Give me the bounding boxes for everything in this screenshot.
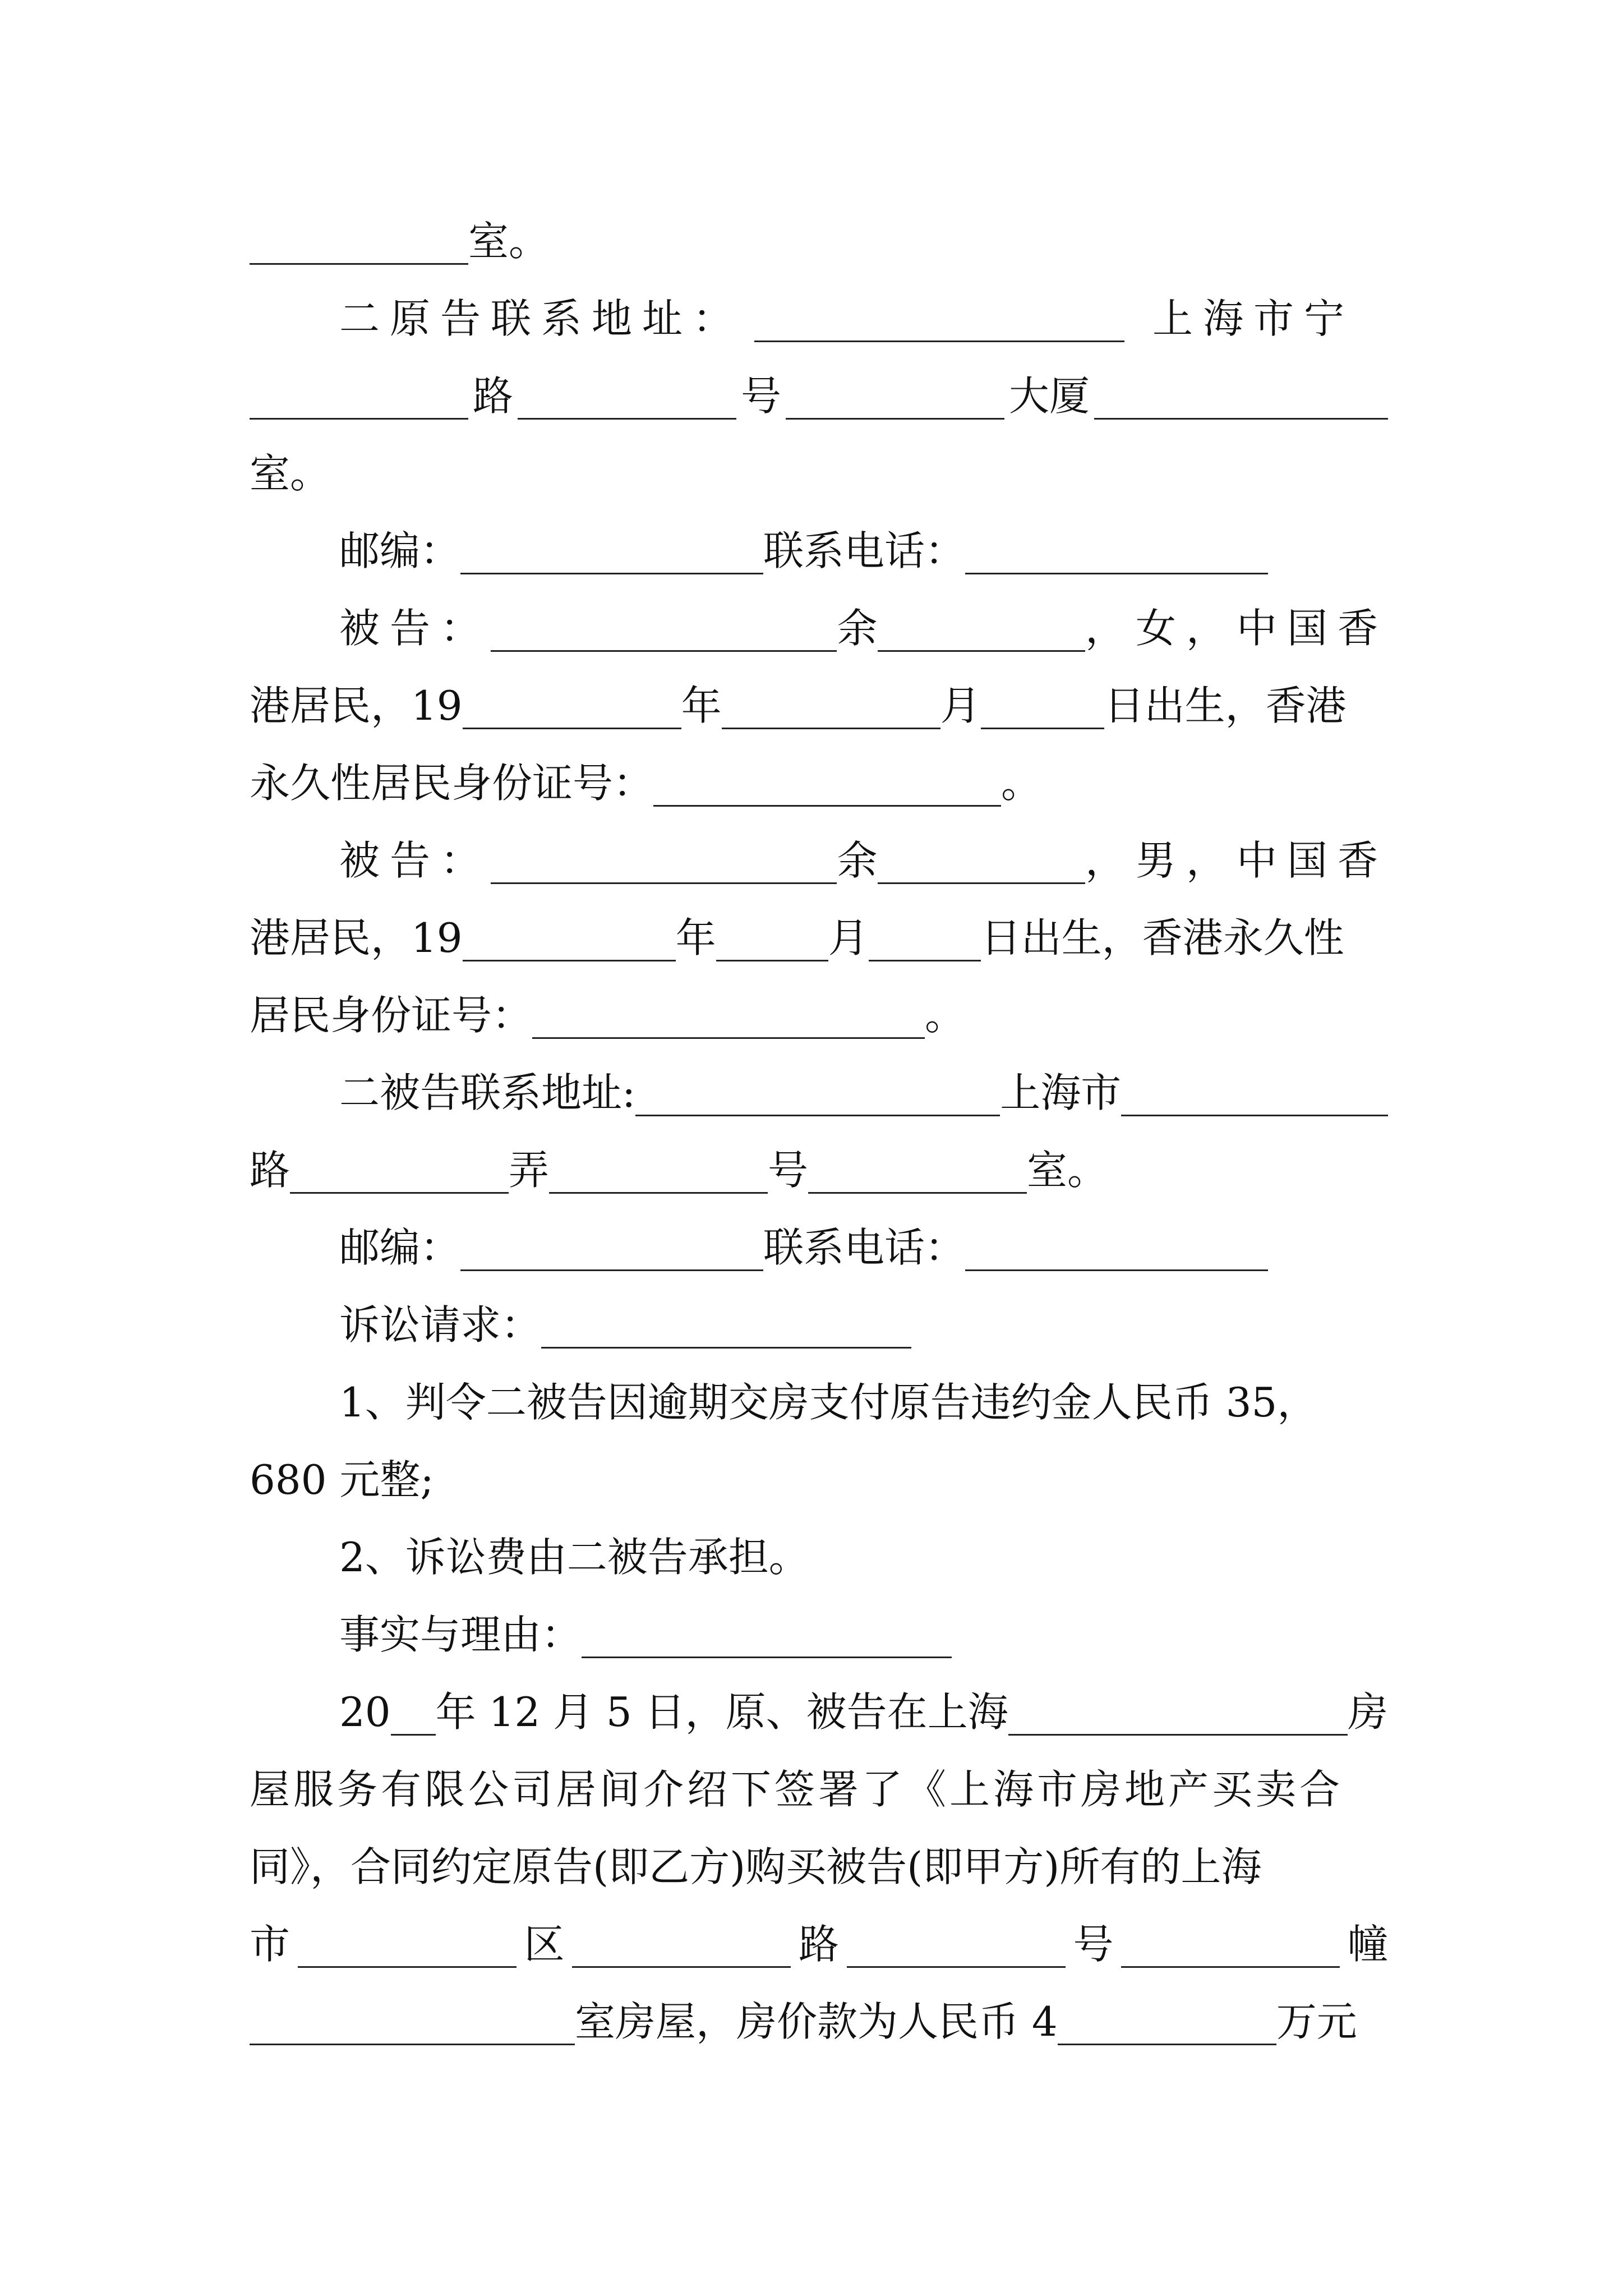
fill-blank bbox=[635, 1114, 1000, 1116]
text-segment: 。 bbox=[925, 992, 966, 1039]
fill-blank bbox=[808, 1191, 1027, 1194]
defendant-label: 被告： bbox=[339, 605, 491, 652]
text-segment: 680 元整; bbox=[250, 1456, 434, 1503]
fill-blank bbox=[463, 727, 681, 729]
id-number-label: 永久性居民身份证号： bbox=[250, 760, 654, 807]
fill-blank bbox=[549, 1191, 768, 1194]
text-segment: ，男，中国香 bbox=[1085, 837, 1388, 884]
text-segment: 市 bbox=[250, 1921, 291, 1968]
fill-blank bbox=[460, 572, 763, 574]
text-segment: 余 bbox=[837, 605, 878, 652]
text-line bbox=[250, 887, 1388, 966]
text-segment: 。 bbox=[1001, 760, 1042, 807]
text-segment: 月 bbox=[940, 682, 981, 729]
text-line bbox=[250, 1662, 1388, 1740]
fill-blank bbox=[878, 650, 1085, 652]
fill-blank bbox=[965, 572, 1268, 574]
fill-blank bbox=[250, 2043, 575, 2045]
text-segment: 室房屋，房价款为人民币 4 bbox=[575, 1998, 1058, 2045]
phone-label: 联系电话： bbox=[763, 527, 966, 574]
fill-blank bbox=[298, 1966, 517, 1968]
fill-blank bbox=[518, 417, 736, 420]
fill-blank bbox=[869, 959, 981, 961]
text-line bbox=[250, 1197, 1388, 1276]
text-segment: 余 bbox=[837, 837, 878, 884]
fill-blank bbox=[965, 1269, 1268, 1271]
phone-label: 联系电话： bbox=[763, 1224, 966, 1271]
text-segment: 路 bbox=[250, 1147, 291, 1194]
text-segment: 室。 bbox=[1027, 1147, 1108, 1194]
fill-blank bbox=[1121, 1966, 1340, 1968]
fill-blank bbox=[1121, 1114, 1388, 1116]
text-segment: 路 bbox=[473, 372, 514, 420]
text-segment: 路 bbox=[798, 1921, 839, 1968]
fill-blank bbox=[532, 1037, 925, 1039]
fill-blank bbox=[878, 882, 1085, 884]
fill-blank bbox=[722, 727, 940, 729]
fill-blank bbox=[1094, 417, 1388, 420]
text-line bbox=[250, 423, 1388, 501]
text-segment: 幢 bbox=[1347, 1921, 1388, 1968]
text-line bbox=[250, 965, 1388, 1043]
text-segment: 号 bbox=[1073, 1921, 1114, 1968]
fill-blank bbox=[250, 417, 468, 420]
text-line bbox=[250, 1739, 1388, 1818]
fill-blank bbox=[582, 1656, 952, 1658]
defendant-label: 被告： bbox=[339, 837, 491, 884]
text-segment: 年 12 月 5 日，原、被告在上海 bbox=[435, 1688, 1008, 1736]
text-segment: 弄 bbox=[509, 1147, 550, 1194]
fill-blank bbox=[463, 959, 676, 961]
text-segment: 20 bbox=[339, 1688, 391, 1736]
claim-item-1: 1、判令二被告因逾期交房支付原告违约金人民币 35， bbox=[339, 1379, 1318, 1426]
text-segment: 上海市 bbox=[1000, 1069, 1122, 1116]
text-segment: 日出生，香港永久性 bbox=[980, 914, 1344, 961]
fill-blank bbox=[786, 417, 1004, 420]
text-line bbox=[250, 1429, 1388, 1508]
text-segment: 室。 bbox=[250, 450, 331, 497]
postcode-label: 邮编： bbox=[339, 1224, 461, 1271]
text-segment: ，女，中国香 bbox=[1085, 605, 1388, 652]
claims-heading: 诉讼请求： bbox=[339, 1301, 542, 1349]
plaintiff-address-label: 二原告联系地址： bbox=[339, 295, 744, 342]
text-line bbox=[250, 578, 1388, 656]
claim-item-2: 2、诉讼费由二被告承担。 bbox=[339, 1534, 809, 1581]
fill-blank bbox=[491, 650, 837, 652]
text-segment: 屋服务有限公司居间介绍下签署了《上海市房地产买卖合 bbox=[250, 1766, 1344, 1813]
text-segment: 同》，合同约定原告(即乙方)购买被告(即甲方)所有的上海 bbox=[250, 1843, 1262, 1890]
text-segment: 年 bbox=[675, 914, 716, 961]
text-segment: 万元 bbox=[1276, 1998, 1357, 2045]
text-line bbox=[250, 500, 1388, 579]
text-line bbox=[250, 1352, 1388, 1430]
text-segment: 号 bbox=[741, 372, 782, 420]
fill-blank bbox=[290, 1191, 509, 1194]
text-segment: 室。 bbox=[468, 218, 550, 265]
text-line bbox=[250, 1507, 1388, 1585]
text-line bbox=[250, 655, 1388, 734]
fill-blank bbox=[981, 727, 1104, 729]
fill-blank bbox=[754, 340, 1124, 342]
fill-blank bbox=[1008, 1733, 1348, 1736]
text-segment: 月 bbox=[828, 914, 869, 961]
text-line bbox=[250, 1894, 1388, 1972]
fill-blank bbox=[541, 1346, 911, 1349]
facts-heading: 事实与理由： bbox=[339, 1611, 582, 1658]
text-segment: 港居民，19 bbox=[250, 914, 463, 961]
text-segment: 区 bbox=[524, 1921, 565, 1968]
text-segment: 日出生，香港 bbox=[1104, 682, 1347, 729]
fill-blank bbox=[847, 1966, 1066, 1968]
text-line bbox=[250, 268, 1388, 347]
text-line bbox=[250, 1042, 1388, 1121]
text-line bbox=[250, 346, 1388, 424]
fill-blank bbox=[716, 959, 828, 961]
fill-blank bbox=[460, 1269, 763, 1271]
text-line bbox=[250, 1816, 1388, 1895]
text-segment: 年 bbox=[681, 682, 722, 729]
text-segment: 号 bbox=[768, 1147, 809, 1194]
fill-blank bbox=[250, 263, 468, 265]
text-line bbox=[250, 1584, 1388, 1663]
fill-blank bbox=[391, 1733, 436, 1736]
text-line bbox=[250, 1971, 1388, 2050]
fill-blank bbox=[1058, 2043, 1276, 2045]
text-line bbox=[250, 810, 1388, 889]
text-segment: 大厦 bbox=[1009, 372, 1090, 420]
fill-blank bbox=[653, 804, 1001, 807]
postcode-label: 邮编： bbox=[339, 527, 461, 574]
text-line bbox=[250, 1274, 1388, 1353]
text-segment: 港居民，19 bbox=[250, 682, 463, 729]
id-number-label: 居民身份证号： bbox=[250, 992, 533, 1039]
defendant-address-label: 二被告联系地址: bbox=[339, 1069, 636, 1116]
text-line bbox=[250, 1120, 1388, 1198]
text-line bbox=[250, 733, 1388, 811]
text-segment: 上海市宁 bbox=[1152, 295, 1355, 342]
fill-blank bbox=[491, 882, 837, 884]
text-line bbox=[250, 191, 1388, 269]
fill-blank bbox=[572, 1966, 791, 1968]
text-segment: 房 bbox=[1347, 1688, 1388, 1736]
